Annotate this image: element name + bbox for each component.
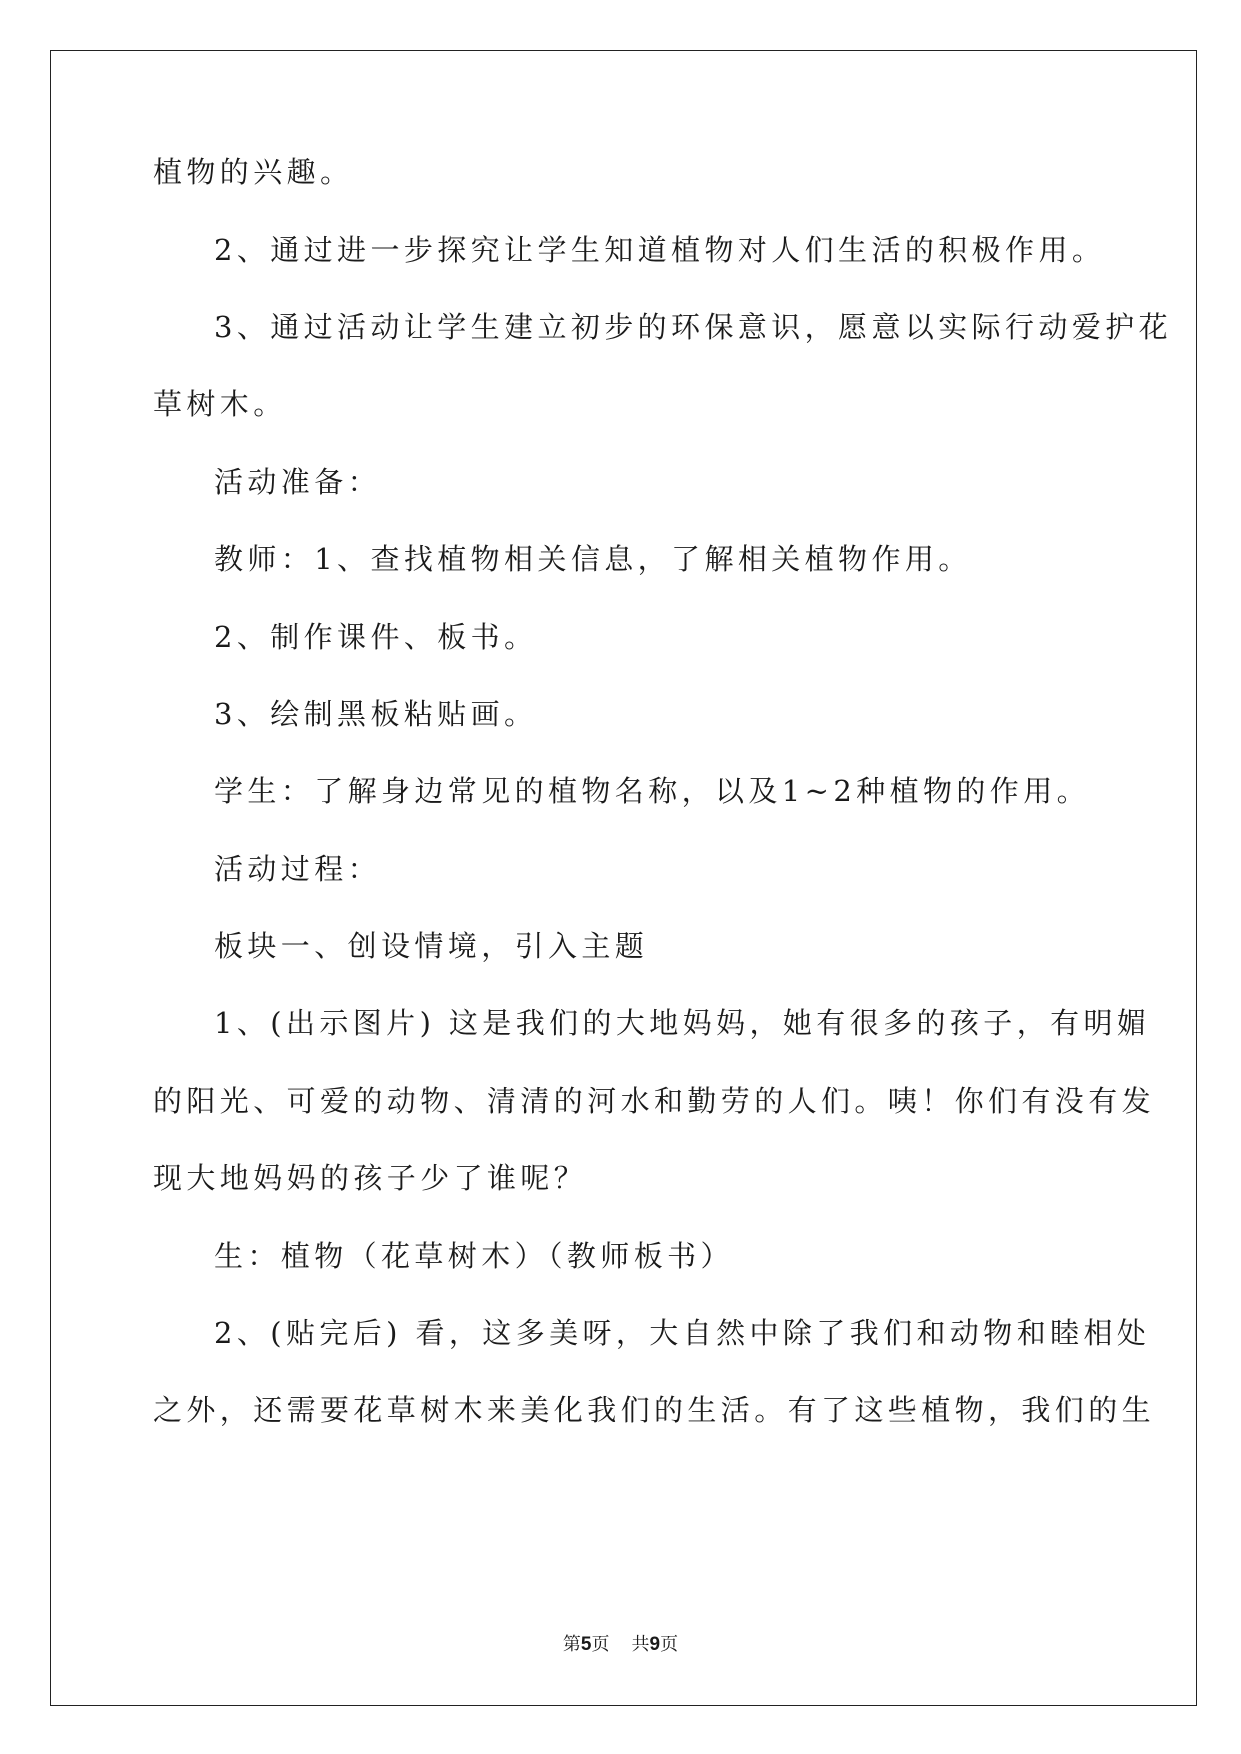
paragraph-line: 3、绘制黑板粘贴画。 <box>214 697 538 731</box>
paragraph-line: 教师：1、查找植物相关信息，了解相关植物作用。 <box>214 542 972 576</box>
current-page-number: 5 <box>580 1634 592 1655</box>
paragraph-line: 活动过程： <box>214 852 382 886</box>
page-unit: 页 <box>591 1634 610 1655</box>
paragraph-line: 2、(贴完后) 看，这多美呀，大自然中除了我们和动物和睦相处 <box>214 1316 1151 1350</box>
paragraph-line: 现大地妈妈的孩子少了谁呢？ <box>153 1161 588 1195</box>
paragraph-line: 2、制作课件、板书。 <box>214 620 538 654</box>
paragraph-line: 板块一、创设情境，引入主题 <box>214 929 649 963</box>
paragraph-line: 植物的兴趣。 <box>153 155 354 189</box>
page-prefix: 第 <box>562 1634 581 1655</box>
paragraph-line: 之外，还需要花草树木来美化我们的生活。有了这些植物，我们的生 <box>153 1393 1156 1427</box>
paragraph-line: 学生：了解身边常见的植物名称，以及1~2种植物的作用。 <box>214 774 1091 808</box>
paragraph-line: 草树木。 <box>153 387 287 421</box>
total-unit: 页 <box>660 1634 679 1655</box>
paragraph-line: 生：植物（花草树木）（教师板书） <box>214 1239 734 1273</box>
paragraph-line: 的阳光、可爱的动物、清清的河水和勤劳的人们。咦！你们有没有发 <box>153 1084 1156 1118</box>
paragraph-line: 1、(出示图片) 这是我们的大地妈妈，她有很多的孩子，有明媚 <box>214 1006 1151 1040</box>
paragraph-line: 3、通过活动让学生建立初步的环保意识，愿意以实际行动爱护花 <box>214 310 1173 344</box>
page-footer <box>0 1630 1241 1656</box>
total-page-number: 9 <box>649 1634 661 1655</box>
paragraph-line: 活动准备： <box>214 465 382 499</box>
paragraph-line: 2、通过进一步探究让学生知道植物对人们生活的积极作用。 <box>214 233 1106 267</box>
total-prefix: 共 <box>631 1634 650 1655</box>
